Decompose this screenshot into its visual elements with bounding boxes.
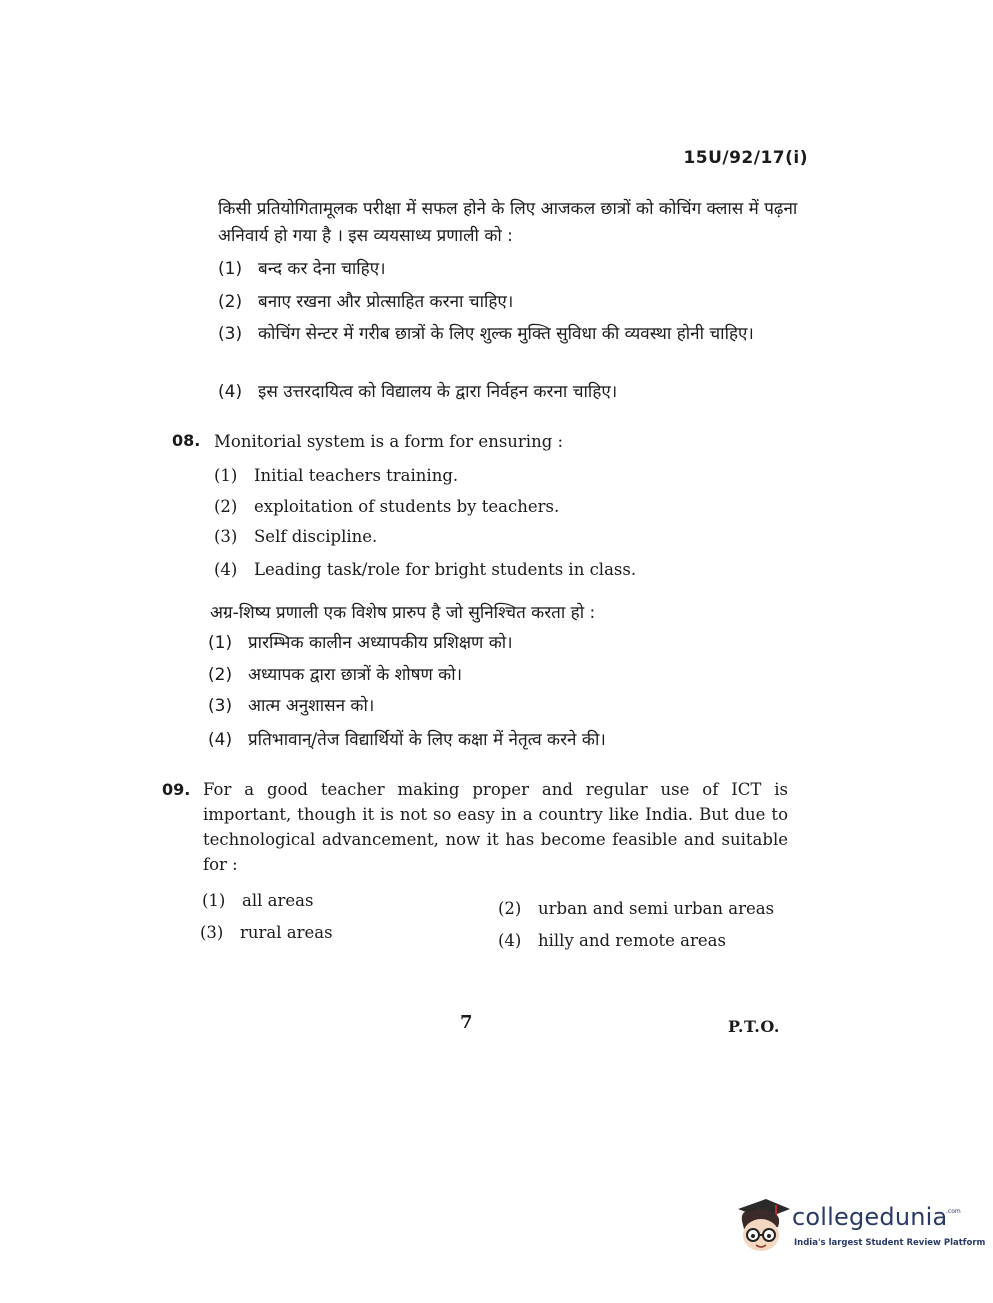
- option-number: (1): [202, 891, 226, 910]
- option-text: rural areas: [240, 923, 333, 942]
- option-number: (4): [208, 730, 233, 750]
- q8-hindi-stem: अग्र-शिष्य प्रणाली एक विशेष प्रारुप है जो सुनिश्चित करता हो :: [210, 603, 596, 623]
- option-number: (2): [498, 899, 522, 918]
- option-text: exploitation of students by teachers.: [254, 497, 560, 516]
- option-number: (3): [218, 324, 243, 344]
- option-number: (3): [208, 696, 233, 716]
- q9-option-3: [200, 921, 333, 945]
- option-text: प्रारम्भिक कालीन अध्यापकीय प्रशिक्षण को।: [248, 633, 513, 653]
- option-number: (1): [218, 259, 243, 279]
- option-number: (3): [214, 527, 238, 546]
- q8-number: 08.: [172, 431, 201, 450]
- q8-option-4: [214, 558, 636, 582]
- q8-stem: Monitorial system is a form for ensuring :: [214, 432, 564, 451]
- q9-option-2: [498, 897, 774, 921]
- option-text: आत्म अनुशासन को।: [248, 696, 375, 716]
- option-number: (2): [208, 665, 233, 685]
- option-number: (1): [208, 633, 233, 653]
- q9-option-1: [202, 889, 313, 913]
- q8-hindi-option-1: [208, 631, 513, 655]
- option-text: इस उत्तरदायित्व को विद्यालय के द्वारा निर्वहन करना चाहिए।: [258, 382, 618, 402]
- q7-hindi-option-1: [218, 257, 803, 281]
- paper-code: 15U/92/17(i): [683, 148, 808, 168]
- option-text: कोचिंग सेन्टर में गरीब छात्रों के लिए शुल्क मुक्ति सुविधा की व्यवस्था होनी चाहिए।: [258, 324, 754, 344]
- option-number: (2): [214, 497, 238, 516]
- option-number: (4): [498, 931, 522, 950]
- q8-option-3: [214, 525, 377, 549]
- q7-hindi-stem: किसी प्रतियोगितामूलक परीक्षा में सफल होने के लिए आजकल छात्रों को कोचिंग क्लास में पढ़ना अनिवार्य हो गया है । इस व्ययसाध्य प्रणाली को :: [218, 199, 798, 246]
- option-text: प्रतिभावान्/तेज विद्यार्थियों के लिए कक्षा में नेतृत्व करने की।: [248, 730, 606, 750]
- option-number: (4): [214, 560, 238, 579]
- q9-number: 09.: [162, 780, 191, 799]
- option-text: Self discipline.: [254, 527, 378, 546]
- option-text: Leading task/role for bright students in class.: [254, 560, 637, 579]
- option-text: बनाए रखना और प्रोत्साहित करना चाहिए।: [258, 292, 514, 312]
- q8-hindi-option-2: [208, 663, 462, 687]
- q8-hindi-option-3: [208, 694, 374, 718]
- logo-suffix: .com: [946, 1208, 961, 1215]
- q9-stem: For a good teacher making proper and regular use of ICT is important, though it is not so easy in a country like India. But due to technological advancement, now it has become feasible and suitable for :: [203, 780, 788, 874]
- option-text: urban and semi urban areas: [538, 899, 775, 918]
- option-text: hilly and remote areas: [538, 931, 726, 950]
- q7-hindi-option-2: [218, 290, 803, 314]
- mascot-icon: [732, 1195, 792, 1265]
- option-number: (4): [218, 382, 243, 402]
- option-number: (2): [218, 292, 243, 312]
- collegedunia-logo[interactable]: [732, 1195, 986, 1265]
- page-number: 7: [460, 1012, 473, 1033]
- option-text: बन्द कर देना चाहिए।: [258, 259, 386, 279]
- logo-name: collegedunia: [792, 1203, 948, 1231]
- q7-hindi-option-3: [218, 322, 803, 346]
- q9-option-4: [498, 929, 726, 953]
- q8-hindi-option-4: [208, 728, 606, 752]
- option-text: अध्यापक द्वारा छात्रों के शोषण को।: [248, 665, 463, 685]
- pto-label: P.T.O.: [728, 1017, 780, 1036]
- q8-option-2: [214, 495, 559, 519]
- option-text: Initial teachers training.: [254, 466, 459, 485]
- logo-tagline: India's largest Student Review Platform: [794, 1238, 986, 1248]
- option-number: (1): [214, 466, 238, 485]
- option-text: all areas: [242, 891, 314, 910]
- q8-option-1: [214, 464, 458, 488]
- option-number: (3): [200, 923, 224, 942]
- q7-hindi-option-4: [218, 380, 803, 404]
